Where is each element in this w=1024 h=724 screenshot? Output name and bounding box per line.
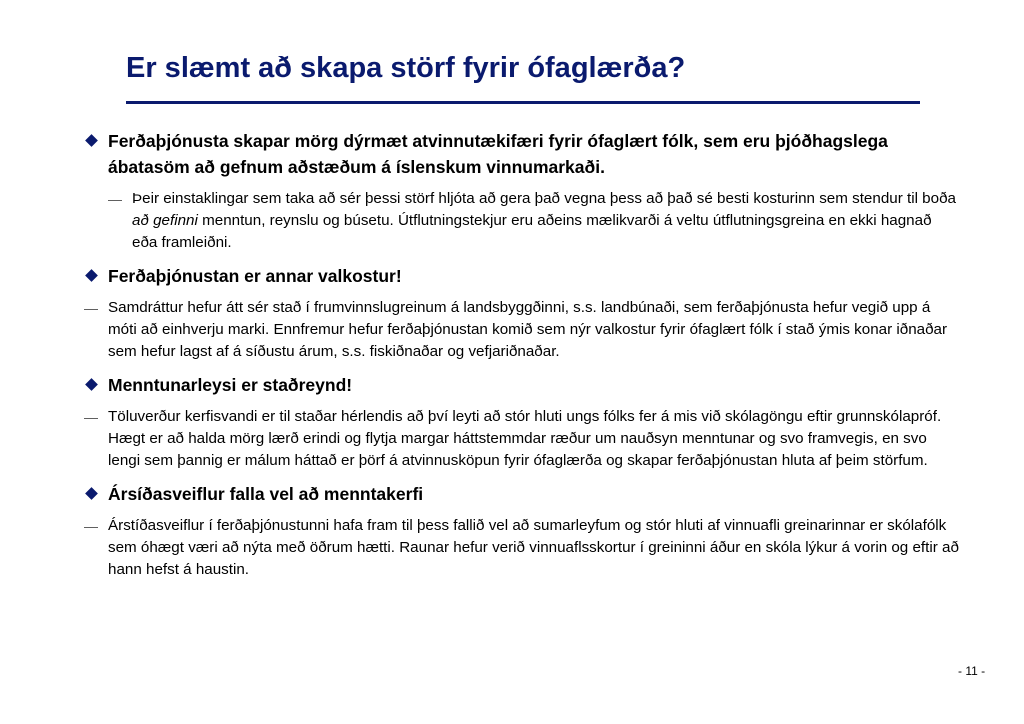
- diamond-bullet-icon: [85, 134, 98, 147]
- page-number: - 11 -: [958, 664, 986, 678]
- bullet-heading-2: [84, 263, 960, 289]
- sub-point-2: [84, 297, 960, 363]
- sub-point-text: Árstíðasveiflur í ferðaþjónustunni hafa fram til þess fallið vel að sumarleyfum og stór hluti af vinnuafli greinarinnar er skólafólk sem óhægt væri að nýta með öðrum hætti. Raunar hefur verið vinnuaflsskortur í greininni áður en skóla lýkur á vorin og eftir að hann hefst á haustin.: [108, 517, 959, 578]
- diamond-bullet-icon: [85, 269, 98, 282]
- sub-point-text: Töluverður kerfisvandi er til staðar hérlendis að því leyti að stór hluti ungs fólks fer á mis við skólagöngu eftir grunnskólapróf. Hægt er að halda mörg lærð erindi og flytja margar háttstemmdar ræður um nauðsyn menntunar og svo framvegis, en svo lengi sem þannig er málum háttað er þörf á atvinnusköpun fyrir ófaglærða og skapar ferðaþjónustan hluta af þeim störfum.: [108, 408, 942, 469]
- sub-point-text: Samdráttur hefur átt sér stað í frumvinnslugreinum á landsbyggðinni, s.s. landbúnaði, sem ferðaþjónusta hefur vegið upp á móti að einhverju marki. Ennfremur hefur ferðaþjónustan komið sem nýr valkostur fyrir ófaglært fólk í stað ýmis konar iðnaðar sem hefur lagst af á síðustu árum, s.s. fiskiðnaðar og vefjariðnaðar.: [108, 299, 948, 360]
- title-underline: [126, 101, 920, 104]
- dash-icon: —: [84, 300, 98, 316]
- sub-point-text-part: Þeir einstaklingar sem taka að sér þessi störf hljóta að gera það vegna þess að það sé besti kosturinn sem stendur til boða: [132, 190, 956, 207]
- sub-point-4: [84, 515, 960, 581]
- bullet-heading-1: [84, 128, 960, 180]
- dash-icon: —: [84, 518, 98, 534]
- bullet-heading-4: [84, 481, 960, 507]
- slide-title: Er slæmt að skapa störf fyrir ófaglærða?: [126, 52, 686, 84]
- sub-point-1: [108, 188, 960, 254]
- diamond-bullet-icon: [85, 487, 98, 500]
- bullet-heading-text: Ferðaþjónusta skapar mörg dýrmæt atvinnutækifæri fyrir ófaglært fólk, sem eru þjóðhagslega ábatasöm að gefnum aðstæðum á íslenskum vinnumarkaði.: [108, 131, 888, 177]
- dash-icon: —: [84, 409, 98, 425]
- diamond-bullet-icon: [85, 378, 98, 391]
- slide-content: [84, 128, 960, 590]
- bullet-heading-text: Ferðaþjónustan er annar valkostur!: [108, 266, 402, 286]
- bullet-heading-text: Ársíðasveiflur falla vel að menntakerfi: [108, 484, 424, 504]
- sub-point-italic: að gefinni: [132, 212, 198, 229]
- sub-point-text-part: menntun, reynslu og búsetu. Útflutningstekjur eru aðeins mælikvarði á veltu útflutningsgreina en ekki hagnað eða framleiðni.: [132, 212, 932, 251]
- bullet-heading-text: Menntunarleysi er staðreynd!: [108, 375, 353, 395]
- dash-icon: —: [108, 191, 122, 207]
- bullet-heading-3: [84, 372, 960, 398]
- sub-point-3: [84, 406, 960, 472]
